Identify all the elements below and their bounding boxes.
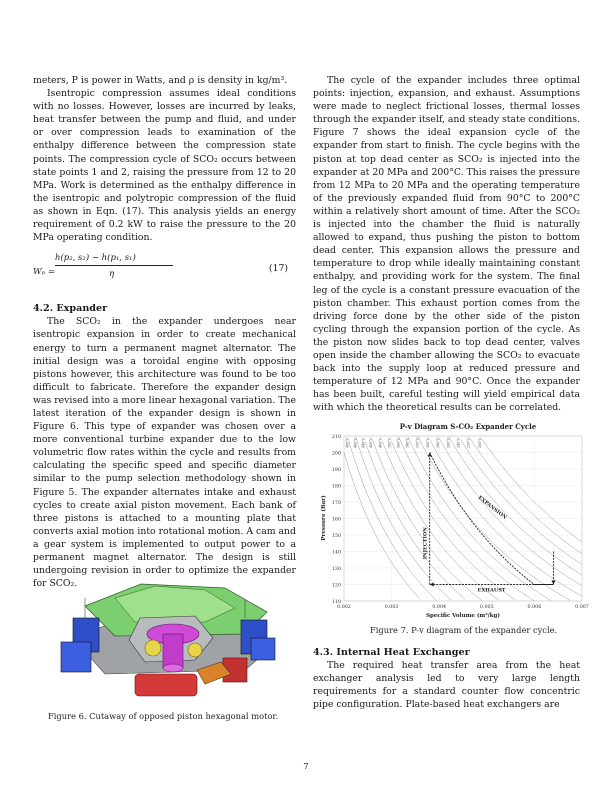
paragraph-expander-cycle: The cycle of the expander includes three optimal points: injection, expansion, and exhaust. Assumptions were made to neglect frictional losses, thermal losses through the expander itself, and steady state conditions. Figure 7 shows the ideal expansion cycle of the expander from start to finish. The cycle begins with the piston at top dead center as SCO₂ is injected into the expander at 20 MPa and 200°C. This raises the pressure from 12 MPa to 20 MPa and the operating temperature of the previously expanded fluid from 90°C to 200°C within a relatively short amount of time. After the SCO₂ is injected into the chamber the fluid is naturally allowed to expand, thus pushing the piston to bottom dead center. This expansion allows the pressure and temperature to drop while ideally maintaining constant enthalpy, and providing work for the system. The final leg of the cycle is a constant pressure evacuation of the piston chamber. This exhaust portion comes from the driving force done by the other side of the piston cycling through the expansion portion of the cycle. As the piston now slides back to top dead center, valves open inside the chamber allowing the SCO₂ to evacuate back into the supply loop at reduced pressure and temperature of 12 MPa and 90°C. Once the expander has been built, careful testing will yield empirical data with which the theoretical results can be correlated. <box>313 75 581 414</box>
figure-7-caption: Figure 7. P-v diagram of the expander cycle. <box>370 625 558 635</box>
y-tick-label: 200 <box>331 451 341 457</box>
figure-6-caption: Figure 6. Cutaway of opposed piston hexagonal motor. <box>48 711 279 721</box>
isotherm-label: 460°C <box>353 437 358 448</box>
x-tick-label: 0.003 <box>384 605 399 610</box>
section-heading-expander: 4.2. Expander <box>33 303 108 315</box>
injection-label: INJECTION <box>422 527 429 560</box>
figure-7-pv-chart <box>318 420 590 620</box>
x-tick-label: 0.005 <box>479 605 494 610</box>
isotherm-label: 280°C <box>436 437 441 448</box>
page-number: 7 <box>303 762 309 772</box>
isotherm-label: 300°C <box>425 437 430 448</box>
y-tick-label: 110 <box>331 599 341 605</box>
isotherm-label: 220°C <box>466 437 471 448</box>
expansion-arrowhead <box>551 581 555 585</box>
isotherm-curve <box>482 439 582 542</box>
isotherm-curve <box>439 438 582 586</box>
y-tick-label: 140 <box>331 550 341 556</box>
x-tick-label: 0.002 <box>337 605 351 610</box>
right-column <box>313 74 580 414</box>
isotherm-curve <box>382 441 499 601</box>
expansion-label: EXPANSION <box>476 494 508 521</box>
y-tick-label: 190 <box>331 467 341 473</box>
paragraph-heat-exchanger: The required heat transfer area from the heat exchanger analysis led to very large length requirements for a standard counter flow concentric pipe configuration. Plate-based heat exchangers are <box>313 660 580 711</box>
isotherm-curve <box>356 438 451 600</box>
paragraph-expander: The SCO₂ in the expander undergoes near isentropic expansion in order to create mechanical energy to turn a permanent magnet alternator. The initial design was a toroidal engine with opposing pistons however, this architecture was found to be too difficult to fabricate. Therefore the expander design was revised into a more linear hexagonal variation. The latest iteration of the expander design is shown in Figure 6. This type of expander was chosen over a more conventional turbine expander due to the low volumetric flow rates within the cycle and results from calculating the specific speed and specific diameter similar to the pump selection methodology shown in Figure 5. The expander alternates intake and exhaust cycles to create axial piston movement. Each bank of three pistons is attached to a mounting plate that converts axial motion into rotational motion. A cam and a gear system is implemented to output power to a permanent magnet alternator. The design is still undergoing revision in order to optimize the expander for SCO₂. <box>33 316 296 590</box>
isotherm-curve <box>365 442 465 599</box>
section-heading-heat-exchanger: 4.3. Internal Heat Exchanger <box>313 647 470 658</box>
y-axis-label: Pressure (Bar) <box>321 495 327 541</box>
equation-lhs: Wₚ = <box>33 267 55 278</box>
y-tick-label: 160 <box>331 517 341 523</box>
y-tick-label: 210 <box>331 434 341 440</box>
paragraph-isentropic-compression: Isentropic compression assumes ideal conditions with no losses. However, losses are incurred by leaks, heat transfer between the pump and fluid, and under or over compression leads to examination of the enthalpy difference between the compression state points. The compression cycle of SCO₂ occurs between state points 1 and 2, raising the pressure from 12 to 20 MPa. Work is determined as the enthalpy difference in the isentropic and polytropic compression of the fluid as shown in Eqn. (17). This analysis yields an energy requirement of 0.2 kW to raise the pressure to the 20 MPa operating condition. <box>33 88 296 244</box>
x-tick-label: 0.006 <box>527 605 542 610</box>
y-tick-label: 120 <box>331 583 341 589</box>
left-column <box>33 74 296 590</box>
isotherm-curve <box>349 441 437 601</box>
x-axis-label: Specific Volume (m³/kg) <box>426 613 500 619</box>
isotherm-label: 320°C <box>415 437 420 448</box>
isotherm-label: 360°C <box>396 437 401 448</box>
isotherm-label: 400°C <box>378 437 383 448</box>
x-tick-label: 0.004 <box>432 605 447 610</box>
isotherm-label: 420°C <box>369 437 374 448</box>
isotherm-label: 340°C <box>405 437 410 448</box>
y-tick-label: 150 <box>331 533 341 539</box>
isotherm-label: 440°C <box>361 437 366 448</box>
isotherm-label: 260°C <box>446 437 451 448</box>
fraction-bar <box>55 265 173 266</box>
equation-17 <box>33 252 296 298</box>
isotherm-curve <box>392 442 516 600</box>
exhaust-arrowhead <box>430 583 434 587</box>
isotherm-label: 200°C <box>478 437 482 448</box>
y-tick-label: 180 <box>331 484 341 490</box>
equation-denominator: η <box>109 269 115 280</box>
y-tick-label: 170 <box>331 500 341 506</box>
x-tick-label: 0.007 <box>575 605 589 610</box>
section-internal-heat-exchanger <box>313 646 580 711</box>
isotherm-label: 380°C <box>387 437 392 448</box>
paragraph-units: meters, P is power in Watts, and ρ is density in kg/m³. <box>33 75 288 86</box>
isotherm-label: 240°C <box>456 437 461 448</box>
y-tick-label: 130 <box>331 566 341 572</box>
chart-title: P-v Diagram S-CO₂ Expander Cycle <box>399 422 537 431</box>
isotherm-label: 480°C <box>345 437 350 448</box>
exhaust-label: EXHAUST <box>477 587 506 594</box>
equation-numerator: h(p₂, s₂) − h(p₁, s₁) <box>55 253 136 264</box>
isotherm-curve <box>449 437 582 575</box>
isotherm-curve <box>399 437 535 601</box>
figure-6-expander-render <box>45 578 285 706</box>
equation-number: (17) <box>268 263 288 275</box>
